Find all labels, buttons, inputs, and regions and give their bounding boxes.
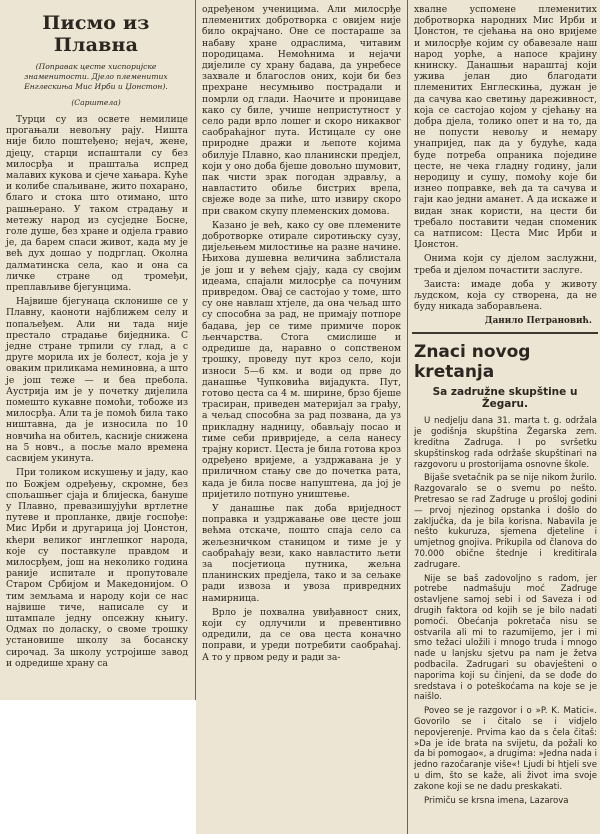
article-paragraph: Primiču se krsna imena, Lazarova <box>424 795 569 806</box>
blank-margin <box>0 700 196 834</box>
article-paragraph: Nije se baš zadovoljno s radom, jer potrebe nadmašuju moć Zadruge ostavljene samoj sebi i od Saveza i od drugih faktora od kojih se je bilo nadati pomoći. Obećanja pokretača nisu se ostvarila ali mi to razumijemo, jer i mi smo težaci uložili i mnogo truda i mnogo nade u lanjsku sjetvu pa nam je žetva podbacila. Zadrugari su obavješteni o naporima koji su činjeni, da se dođe do sredstava i o poteškoćama na koje se je naišlo. <box>414 573 597 703</box>
author-signature: Данило Петрановић. <box>484 316 592 327</box>
article-paragraph: U nedjelju dana 31. marta t. g. održala je godišnja skupština Žegarska zem. kreditna Zadruga. I po svršetku skupštinskog rada održaše skupštinari na razgovoru u prostorijama osnovne škole. <box>414 416 597 470</box>
article-paragraph: Povео se je razgovor i o »P. K. Matici«. Govorilo se i čitalo se i vidjelo nepovjerenje. Prvima kao da s čela čitaš: »Da je ide brata na svijetu, da požali ko da bi pomogao«, a drugima: »Jedna nada i jedno razočaranje više«! Ljudi bi htjeli sve u dim, što se kaže, ali život ima svoje zakone koji se ne dadu preskakati. <box>414 706 597 792</box>
article-title: Писмо из Плавна <box>42 12 150 56</box>
article-paragraph: одређеном ученицима. Али милосрђе племенитих добротворка с овијем није било окрајчано. Оне се постараше за набаву хране одраслима, читавим породицама. Немоћнима и нејачи дијелиле су храну бадава, да унребесе захвале и благослов оних, који би без прехране несумњиво пострадали и помрли од глади. Наочите и проницаве како су биле, учише непристутност у село ради врло лошег и скоро никаквог саобраћајног пута. Истицале су оне природне дражи и љепоте којима обилује Плавно, као планински предjел, који у оно доба бjеше довољно шумовит, пак чисти зрак погодан здрављу, а навластито обиље бистрих врела, свјеже воде за пиће, што извиру скоро при сваком скупу племенских домова. <box>202 4 401 217</box>
article-paragraph: У данашње пак доба вриjедност поправка и уздржавање ове цесте још већма отскаче, пошто спаја село са жељезничком станицом и тиме је у саобраћају вези, како навластито љети за посjетиоца путника, жељна планинских предjела, тако и за сељаке ради извоза и увоза привредних намирница. <box>202 502 401 604</box>
article-paragraph: Турци су из освете немилице прогањали невољну раjу. Ништа није било поштеђено; нејач, жене, дjецу, старци испаштали су без милосрђа и праштаља испред малавих кукова и сjече хањара. Куће и колибе спаљиване, жито похарано, благо и стока што отимано, што рашњерано. У таком страдању и метежу народ из сусjедне Босне, голе душе, без хране и одjела гравио је, да барем спаси живот, када му је већ дух дошао у подрглац. Околна далматинска села, као и она са личке стране од тромеђи, преплављиве бjегунцима. <box>6 114 188 294</box>
article-paragraph: При толиком искушењу и јаду, као по Божјем одређењу, скромне, без спољашњег сјаја и блиjеска, бануше у Плавно, превазишујући вртлетне путеве и пропланке, двије госпође: Мис Ирби и другарица јој Џонстон, кћери великог инглешког народа, које су поставкуле правдом и милосрђем, још на неколико година раније испитале и пропутовале Старом Србијом и Македонијом. О тим земљама и народу који се нас највише тиче, написале су и штампале једну опсежну књигу. Одмах по доласку, о своме трошку установише школу за босанску сирочад. За школу устројише завод и одредише храну са <box>6 467 188 669</box>
dateline: (Сарштела) <box>71 98 121 107</box>
article-divider <box>412 332 598 334</box>
column-middle <box>198 0 404 834</box>
column-right <box>410 0 600 834</box>
article-subtitle: Sa zadružne skupštine u Žegaru. <box>432 386 578 411</box>
article-paragraph: Највише бjегунаца склонише се у Плавну, каоноти најближем селу и попаљеђем. Али ни тада није престало страдање биједника. С једне стране трпили су глад, а с друге морила их је болест, која је у овaким приликама неминовна, а што је још теже — и беа пребола. Аустрија им је у почетку дијелила помешто кукавне помоћи, тобоже из милосрђа. Али та је помоћ била тако ништавна, да је износила по 10 новчића на обитељ, касније снижена на 5 новч., а посље мало времена сасвијем укинута. <box>6 296 188 465</box>
article-paragraph: Казано је већ, како су ове племените добротворке отирале сиротињску сузу, дијељењем милостиње на разне начине. Њихова душевна величина заблистала је још и у већем сјају, када су својим идеама, спајали милосрђе са почуним привредом. Овај се састојао у томе, што су оне навлаш хтjеле, да она чељад што су способна за рад, не примају потпоре бадава, јер се тиме примиче порок љенчарства. Стога смислише и одредише да, наравно о сопственом трошку, проведу пут кроз село, који износи 5—6 км. и води од прве до данашње Чупковића виjадукта. Пут, готово цеста са 4 м. ширине, брзо бјеше трасиран, приведен материjал за грађу, а чељад способна за рад позвана, да уз приклaдну надницу, обављају посао и тиме себи привриjеде, а села нанесу трајну корист. Цеста је била готова кроз одређено вријеме, а уздржавана је у приличном стању све до почетка рата, када је била посве напуштена, да јој је приjетило потпуно уништење. <box>202 219 401 500</box>
article-paragraph: Онима који су дjелом заслужни, треба и дjелом почастити заслуге. <box>414 253 597 276</box>
article-title: Znaci novog kretanja <box>414 342 531 383</box>
article-paragraph: хвалне успомене племенитих добротворка народних Мис Ирби и Џонстон, те сјећања на оно вријеме и милосрђе којим су обавезале наш народ уорће, а напосе крајину книнску. Данашњи нараштај који ужива јелан дио благодати племенитих Енглескиња, дужан је да сачува као светињу дaреживност, која се састојао којом у сјећању на добра дјела, толико опет и на то, да не попусти невољу и немару унапријед, пак да у будуће, када буде потреба опраника поједине цесте, не чека гладну годину, јали неродицу и сушу, помоћу које би изнео поправке, већ да та сачува и гаји као једни аманет. А да искаже и видан знак користи, на цести би требало поставити чедан споменик са натписом: Цеста Мис Ирби и Џонстон. <box>414 4 597 251</box>
column-rule <box>407 0 408 834</box>
article-paragraph: Врло је похвална увиђавност сних, који су одлучили и превентивно одредили, да се ова цеста коначно поправи, и уреди потребити саобраћај. А то у првом реду и ради за- <box>202 606 401 663</box>
article-paragraph: Bijaše svetačnik pa se nije nikom žurilo. Razgovaralo se o svemu po nešto. Pretresao se rad Zadruge u prošloj godini — prvoj njezinog opstanka i došlo do zaključka, da je bila korisna. Nabavila je nešto kukuruza, sjemena djetelinе i umjetnog gnojiva. Prikupila od članova do 70.000 običnе štednje i kreditirala zadrugare. <box>414 473 597 570</box>
article-paragraph: Заиста: имаде доба у животу људском, која су створена, да не буду никада заборављена. <box>414 278 597 313</box>
article-subtitle: (Поправак цесте хиспориjске знаменитости. Дjело племенитих Енглескиња Мис Ирби и Џонстон). <box>24 62 168 91</box>
